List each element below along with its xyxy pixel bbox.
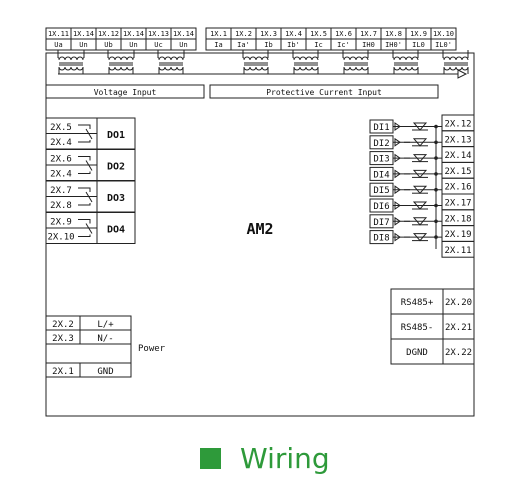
digital-input xyxy=(370,199,442,212)
terminal-signal: Ub xyxy=(104,41,113,49)
power-row xyxy=(46,316,131,330)
relay-output xyxy=(46,213,135,244)
di-label: DI8 xyxy=(373,233,390,244)
voltage-transformer xyxy=(108,50,134,74)
top-terminal xyxy=(381,28,406,50)
comm-terminal: 2X.20 xyxy=(444,298,473,308)
caption xyxy=(200,442,330,475)
top-terminal xyxy=(356,28,381,50)
top-terminal xyxy=(306,28,331,50)
di-terminal: 2X.15 xyxy=(444,166,472,177)
power-label: GND xyxy=(97,367,114,377)
terminal-signal: Ib xyxy=(264,41,273,49)
power-terminal: 2X.2 xyxy=(52,320,74,330)
relay-terminal-bottom: 2X.4 xyxy=(50,169,72,180)
top-terminal xyxy=(256,28,281,50)
relay-terminal-top: 2X.9 xyxy=(50,217,72,228)
caption-square-icon xyxy=(200,448,221,469)
di-terminal xyxy=(442,241,474,257)
terminal-signal: Un xyxy=(129,41,138,49)
comms-block xyxy=(391,289,474,364)
relay-output xyxy=(46,118,135,149)
di-terminal xyxy=(442,226,474,242)
terminal-code: 1X.13 xyxy=(147,30,170,38)
secondary-coil xyxy=(244,67,268,70)
di-label: DI5 xyxy=(373,186,390,197)
comm-terminal: 2X.22 xyxy=(444,348,473,358)
di-terminal xyxy=(442,178,474,194)
terminal-signal: Ic xyxy=(314,41,323,49)
terminal-code: 1X.1 xyxy=(210,30,227,38)
power-terminal: 2X.1 xyxy=(52,367,74,377)
terminal-signal: Ua xyxy=(54,41,63,49)
input-section-labels xyxy=(46,85,438,98)
terminal-signal: IL0' xyxy=(435,41,452,49)
top-terminal xyxy=(146,28,171,50)
terminal-signal: Un xyxy=(79,41,88,49)
current-transformer xyxy=(293,50,318,74)
relay-label: DO1 xyxy=(106,130,126,141)
terminal-signal: Uc xyxy=(154,41,163,49)
power-label: N/- xyxy=(97,334,114,344)
terminal-code: 1X.11 xyxy=(47,30,70,38)
di-terminal: 2X.12 xyxy=(444,119,472,130)
transformer-row xyxy=(58,50,468,78)
terminal-code: 1X.5 xyxy=(310,30,327,38)
digital-input xyxy=(370,120,442,133)
terminal-code: 1X.4 xyxy=(285,30,302,38)
power-terminal: 2X.3 xyxy=(52,334,74,344)
module-name: AM2 xyxy=(246,220,274,238)
secondary-coil xyxy=(109,67,133,70)
terminal-code: 1X.14 xyxy=(172,30,195,38)
power-spacer-box xyxy=(46,344,131,363)
terminal-signal: Ia' xyxy=(237,41,250,49)
di-terminal xyxy=(442,131,474,147)
di-label: DI6 xyxy=(373,202,390,212)
top-terminal xyxy=(406,28,431,50)
secondary-coil xyxy=(394,67,418,70)
terminal-code: 1X.9 xyxy=(410,30,427,38)
primary-coil xyxy=(344,57,368,60)
voltage-input-label: Voltage Input xyxy=(93,88,157,97)
di-terminal: 2X.16 xyxy=(444,182,472,193)
di-terminal: 2X.17 xyxy=(444,198,472,209)
digital-input xyxy=(370,231,442,244)
relay-terminal-top: 2X.6 xyxy=(50,154,72,165)
caption-text: Wiring xyxy=(240,442,330,475)
relay-terminal-top: 2X.7 xyxy=(50,186,72,196)
digital-input xyxy=(370,152,442,165)
relay-label: DO4 xyxy=(106,224,126,236)
di-label: DI4 xyxy=(373,170,390,181)
di-terminal: 2X.11 xyxy=(444,245,472,256)
primary-coil xyxy=(444,57,468,60)
relay-terminal-bottom: 2X.4 xyxy=(50,138,72,148)
di-terminal xyxy=(442,147,474,163)
primary-coil xyxy=(109,57,133,60)
top-terminal xyxy=(171,28,196,50)
comm-row xyxy=(391,314,474,339)
top-terminal xyxy=(46,28,71,50)
top-terminal xyxy=(96,28,121,50)
relay-label: DO3 xyxy=(106,193,126,204)
current-input-label: Protective Current Input xyxy=(266,88,382,97)
terminal-signal: Ic' xyxy=(337,41,350,49)
top-terminal xyxy=(431,28,456,50)
current-transformer xyxy=(393,50,418,74)
top-terminal xyxy=(206,28,231,50)
terminal-code: 1X.8 xyxy=(385,30,402,38)
power-row xyxy=(46,330,131,344)
terminal-code: 1X.3 xyxy=(260,30,277,38)
di-label: DI7 xyxy=(373,217,390,228)
di-terminal: 2X.14 xyxy=(444,151,472,162)
di-terminal xyxy=(442,210,474,226)
digital-input xyxy=(370,136,442,149)
comm-label: RS485+ xyxy=(400,298,434,308)
comm-row xyxy=(391,339,474,364)
current-transformer xyxy=(343,50,368,74)
relay-output xyxy=(46,150,135,181)
bus-arrow-icon xyxy=(458,70,466,78)
relay-output xyxy=(46,181,135,212)
current-transformer xyxy=(443,50,468,74)
top-terminal xyxy=(71,28,96,50)
primary-coil xyxy=(159,57,183,60)
di-label: DI1 xyxy=(373,123,390,133)
terminal-code: 1X.14 xyxy=(122,30,145,38)
relay-output-block xyxy=(46,118,135,244)
terminal-signal: Un xyxy=(179,41,188,49)
comm-row xyxy=(391,289,474,314)
terminal-code: 1X.10 xyxy=(432,30,455,38)
primary-coil xyxy=(394,57,418,60)
relay-terminal-bottom: 2X.8 xyxy=(50,201,72,211)
secondary-coil xyxy=(344,67,368,70)
secondary-coil xyxy=(59,67,83,70)
top-terminal-strip xyxy=(46,28,456,50)
di-terminal xyxy=(442,194,474,210)
comm-label: RS485- xyxy=(400,323,434,333)
terminal-code: 1X.6 xyxy=(335,30,352,38)
di-terminal: 2X.13 xyxy=(444,135,472,146)
terminal-code: 1X.12 xyxy=(97,30,120,38)
secondary-coil xyxy=(444,67,468,70)
relay-terminal-bottom: 2X.10 xyxy=(47,232,75,243)
di-terminal xyxy=(442,162,474,178)
digital-input xyxy=(370,215,442,228)
top-terminal xyxy=(281,28,306,50)
primary-coil xyxy=(59,57,83,60)
terminal-signal: IL0 xyxy=(412,41,425,49)
terminal-code: 1X.7 xyxy=(360,30,377,38)
di-terminal: 2X.18 xyxy=(444,214,472,225)
terminal-signal: IH0 xyxy=(362,41,375,49)
terminal-signal: Ia xyxy=(214,41,223,49)
terminal-code: 1X.2 xyxy=(235,30,252,38)
power-title: Power xyxy=(138,344,166,354)
terminal-signal: Ib' xyxy=(287,41,300,49)
relay-label: DO2 xyxy=(106,161,126,173)
primary-coil xyxy=(244,57,268,60)
power-label: L/+ xyxy=(97,320,114,330)
comm-terminal: 2X.21 xyxy=(444,323,473,333)
primary-coil xyxy=(294,57,318,60)
power-row xyxy=(46,363,131,377)
top-terminal xyxy=(331,28,356,50)
voltage-transformer xyxy=(58,50,84,74)
power-block xyxy=(46,316,166,377)
di-label: DI3 xyxy=(373,154,390,165)
comm-label: DGND xyxy=(406,348,428,358)
terminal-signal: IH0' xyxy=(385,41,402,49)
digital-input xyxy=(370,183,442,196)
di-terminal xyxy=(442,115,474,131)
voltage-transformer xyxy=(158,50,184,74)
secondary-coil xyxy=(294,67,318,70)
top-terminal xyxy=(231,28,256,50)
digital-input xyxy=(370,167,442,180)
di-terminal: 2X.19 xyxy=(444,230,472,241)
terminal-code: 1X.14 xyxy=(72,30,95,38)
digital-input-block xyxy=(370,115,474,257)
di-label: DI2 xyxy=(373,138,390,149)
relay-terminal-top: 2X.5 xyxy=(50,123,72,133)
top-terminal xyxy=(121,28,146,50)
current-transformer xyxy=(243,50,268,74)
secondary-coil xyxy=(159,67,183,70)
